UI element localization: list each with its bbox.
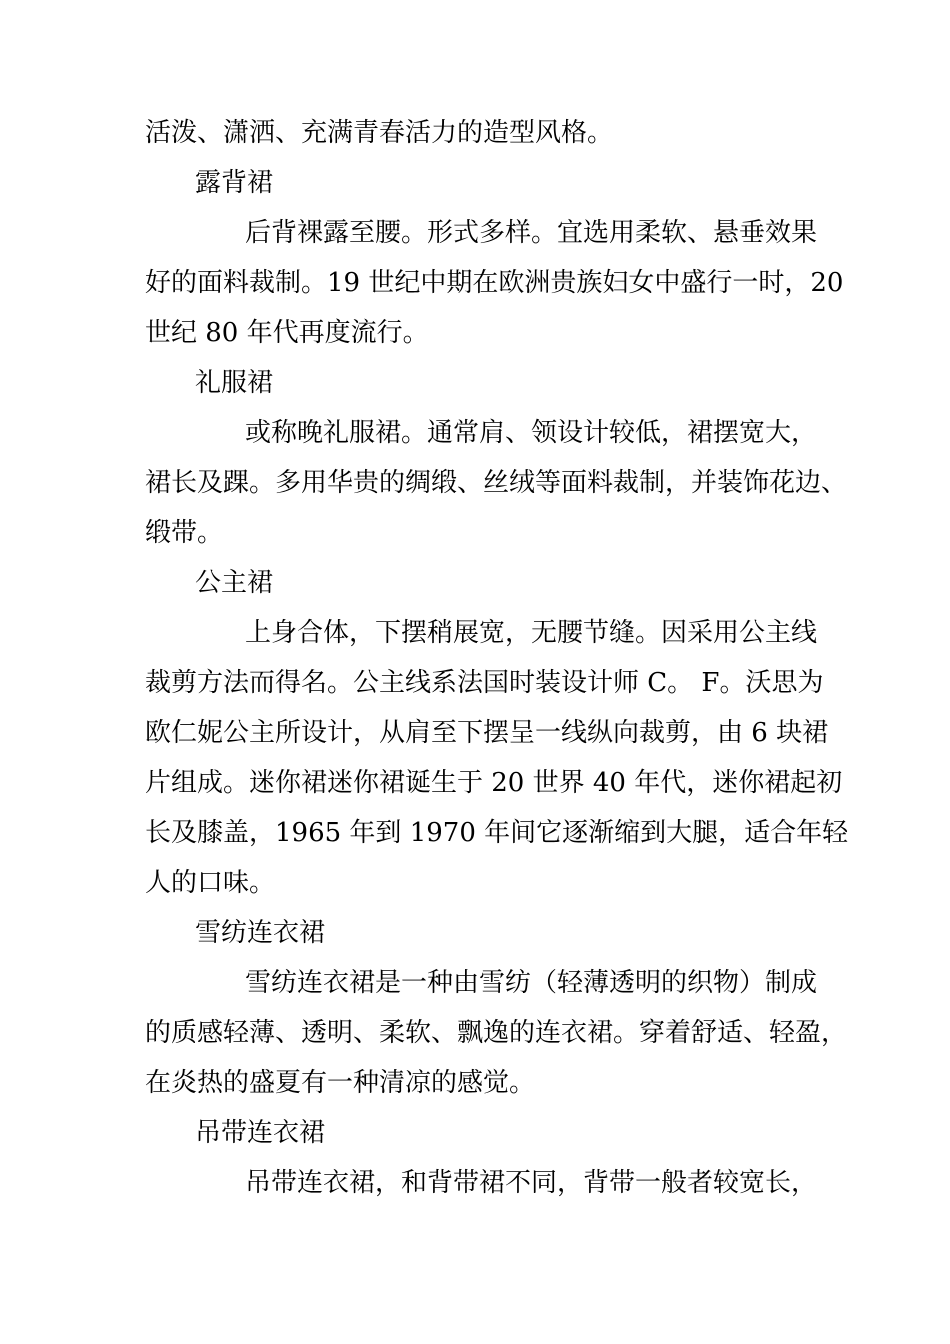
body-text-line: 裙长及踝。多用华贵的绸缎、丝绒等面料裁制，并装饰花边、 bbox=[145, 468, 848, 498]
section-heading-strap-dress: 吊带连衣裙 bbox=[195, 1118, 326, 1148]
body-text-line: 裁剪方法而得名。公主线系法国时装设计师 C。 F。沃思为 bbox=[145, 668, 824, 698]
body-text-line: 上身合体，下摆稍展宽，无腰节缝。因采用公主线 bbox=[245, 618, 818, 648]
body-text-line: 在炎热的盛夏有一种清凉的感觉。 bbox=[145, 1068, 536, 1098]
body-text-line: 长及膝盖，1965 年到 1970 年间它逐渐缩到大腿，适合年轻 bbox=[145, 818, 849, 848]
body-text-line: 缎带。 bbox=[145, 518, 224, 548]
body-text-line: 吊带连衣裙，和背带裙不同，背带一般者较宽长， bbox=[245, 1168, 818, 1198]
body-text-line: 世纪 80 年代再度流行。 bbox=[145, 318, 429, 348]
body-text-line: 的质感轻薄、透明、柔软、飘逸的连衣裙。穿着舒适、轻盈， bbox=[145, 1018, 848, 1048]
body-text-line: 后背裸露至腰。形式多样。宜选用柔软、悬垂效果 bbox=[245, 218, 818, 248]
body-text-line: 片组成。迷你裙迷你裙诞生于 20 世界 40 年代，迷你裙起初 bbox=[145, 768, 843, 798]
body-text-line: 好的面料裁制。19 世纪中期在欧洲贵族妇女中盛行一时，20 bbox=[145, 268, 844, 298]
body-text-line: 雪纺连衣裙是一种由雪纺（轻薄透明的织物）制成 bbox=[245, 968, 818, 998]
body-text-line: 或称晚礼服裙。通常肩、领设计较低，裙摆宽大， bbox=[245, 418, 818, 448]
body-text-line: 欧仁妮公主所设计，从肩至下摆呈一线纵向裁剪，由 6 块裙 bbox=[145, 718, 829, 748]
body-text-line: 活泼、潇洒、充满青春活力的造型风格。 bbox=[145, 118, 614, 148]
body-text-line: 人的口味。 bbox=[145, 868, 276, 898]
section-heading-princess-dress: 公主裙 bbox=[195, 568, 274, 598]
section-heading-chiffon-dress: 雪纺连衣裙 bbox=[195, 918, 326, 948]
section-heading-evening-dress: 礼服裙 bbox=[195, 368, 274, 398]
section-heading-backless-dress: 露背裙 bbox=[195, 168, 274, 198]
